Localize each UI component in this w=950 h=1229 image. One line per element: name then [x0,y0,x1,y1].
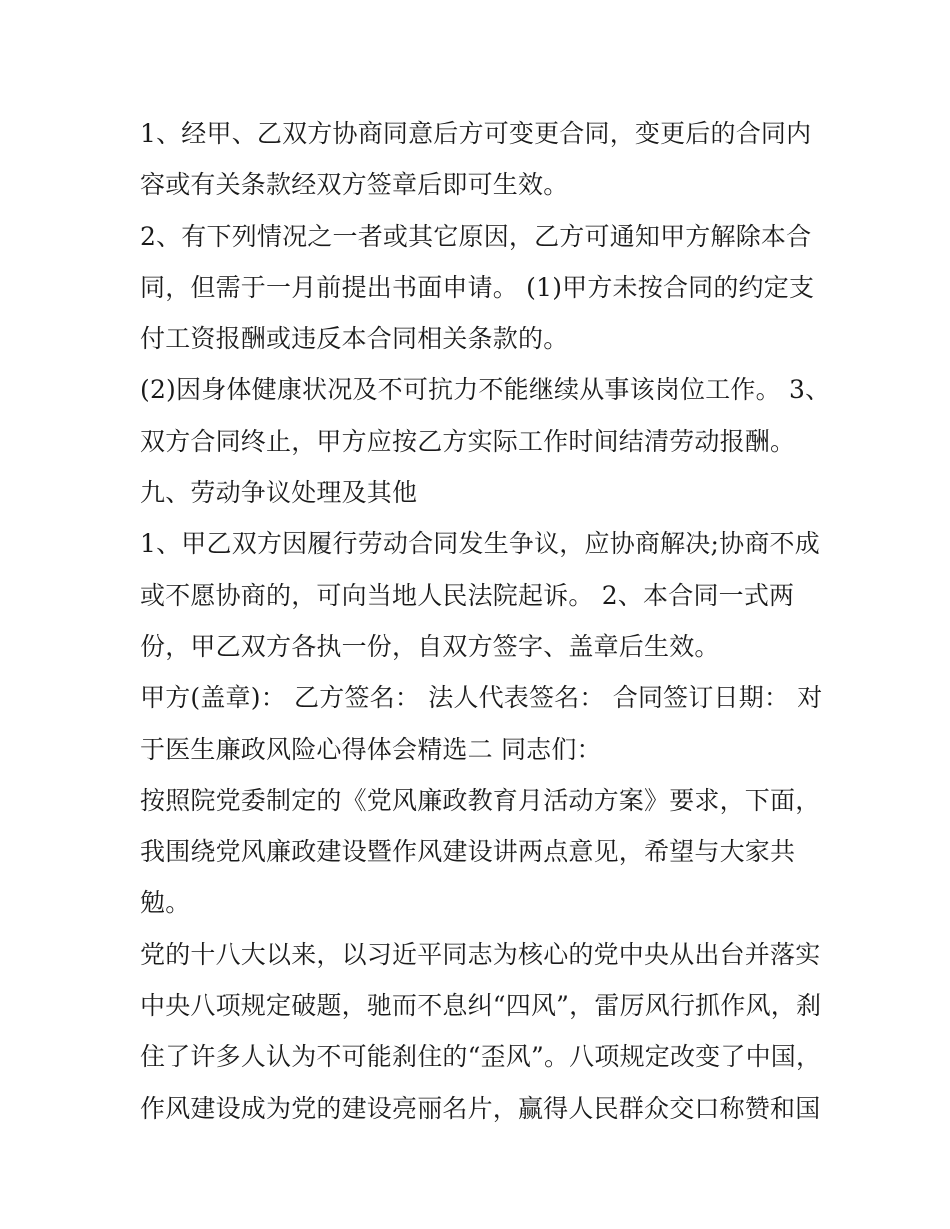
text-line: 住了许多人认为不可能刹住的“歪风”。八项规定改变了中国， [140,1042,822,1072]
signature-line: 甲方(盖章)： 乙方签名： 法人代表签名： 合同签订日期： 对 [140,683,823,713]
text-line: 按照院党委制定的《党风廉政教育月活动方案》要求，下面， [140,785,821,815]
text-line: 或不愿协商的，可向当地人民法院起诉。 2、本合同一式两 [140,580,795,610]
text-line: 同，但需于一月前提出书面申请。 (1)甲方未按合同的约定支 [140,272,815,302]
document-body [140,108,831,1134]
text-line: 中央八项规定破题，驰而不息纠“四风”，雷厉风行抓作风，刹 [140,991,822,1021]
text-line: 2、有下列情况之一者或其它原因，乙方可通知甲方解除本合 [140,221,812,251]
text-line: 付工资报酬或违反本合同相关条款的。 [140,324,569,354]
text-line: 勉。 [140,888,191,918]
text-line: 1、经甲、乙双方协商同意后方可变更合同，变更后的合同内 [140,119,812,148]
text-line: (2)因身体健康状况及不可抗力不能继续从事该岗位工作。 3、 [140,375,831,405]
text-line: 双方合同终止，甲方应按乙方实际工作时间结清劳动报酬。 [140,426,796,456]
text-line: 我围绕党风廉政建设暨作风建设讲两点意见，希望与大家共 [140,837,796,867]
text-line: 容或有关条款经双方签章后即可生效。 [140,170,569,200]
text-line: 党的十八大以来，以习近平同志为核心的党中央从出台并落实 [140,939,821,969]
section-heading: 九、劳动争议处理及其他 [140,478,418,508]
text-line: 1、甲乙双方因履行劳动合同发生争议，应协商解决;协商不成 [140,529,820,559]
text-line: 于医生廉政风险心得体会精选二 同志们： [140,734,602,764]
text-line: 份，甲乙双方各执一份，自双方签字、盖章后生效。 [140,631,720,661]
text-line: 作风建设成为党的建设亮丽名片，赢得人民群众交口称赞和国 [140,1093,821,1123]
